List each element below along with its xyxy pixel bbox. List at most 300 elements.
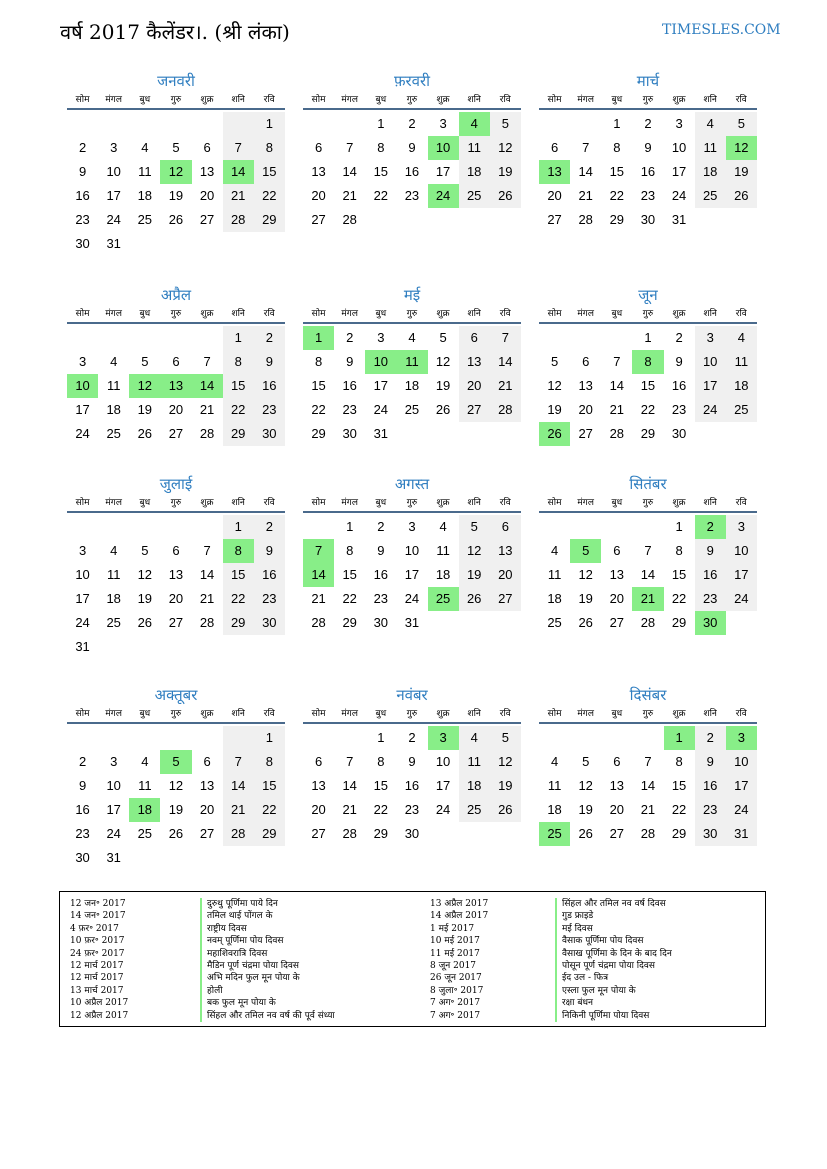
day-cell[interactable]: 18 — [547, 802, 562, 817]
day-cell[interactable]: 29 — [311, 426, 326, 441]
day-cell[interactable]: 21 — [311, 591, 326, 606]
day-cell[interactable]: 14 — [342, 164, 357, 179]
day-cell[interactable]: 13 — [311, 164, 326, 179]
day-cell[interactable]: 20 — [609, 802, 625, 817]
day-cell[interactable]: 30 — [254, 611, 285, 635]
day-cell[interactable]: 16 — [254, 374, 285, 398]
day-cell[interactable]: 22 — [640, 402, 656, 417]
day-cell[interactable]: 1 — [613, 116, 621, 131]
day-cell[interactable]: 18 — [435, 567, 451, 582]
day-cell[interactable]: 5 — [439, 330, 447, 345]
day-cell[interactable]: 3 — [675, 116, 683, 131]
day-cell[interactable]: 13 — [168, 567, 184, 582]
day-cell[interactable]: 22 — [671, 591, 687, 606]
day-cell[interactable]: 29 — [671, 826, 687, 841]
day-cell[interactable]: 6 — [550, 140, 559, 155]
day-cell[interactable]: 5 — [582, 754, 590, 769]
day-cell[interactable]: 6 — [613, 543, 621, 558]
day-cell[interactable]: 30 — [254, 422, 285, 446]
brand-logo-text[interactable]: TIMESLES.COM — [662, 22, 781, 38]
day-cell[interactable]: 10 — [428, 136, 459, 160]
day-cell[interactable]: 10 — [726, 539, 757, 563]
day-cell[interactable]: 2 — [695, 726, 726, 750]
day-cell[interactable]: 25 — [106, 426, 121, 441]
day-cell[interactable]: 29 — [342, 615, 357, 630]
day-cell[interactable]: 3 — [695, 326, 726, 350]
day-cell[interactable]: 18 — [695, 160, 726, 184]
day-cell[interactable]: 1 — [303, 326, 334, 350]
day-cell[interactable]: 12 — [578, 778, 593, 793]
day-cell[interactable]: 24 — [404, 591, 420, 606]
day-cell[interactable]: 22 — [223, 398, 254, 422]
day-cell[interactable]: 8 — [223, 350, 254, 374]
day-cell[interactable]: 27 — [311, 212, 326, 227]
day-cell[interactable]: 30 — [404, 826, 420, 841]
day-cell[interactable]: 18 — [459, 774, 490, 798]
day-cell[interactable]: 26 — [137, 615, 153, 630]
day-cell[interactable]: 9 — [377, 543, 385, 558]
day-cell[interactable]: 27 — [547, 212, 562, 227]
day-cell[interactable]: 14 — [640, 567, 656, 582]
day-cell[interactable]: 22 — [342, 591, 357, 606]
day-cell[interactable]: 19 — [726, 160, 757, 184]
day-cell[interactable]: 1 — [664, 726, 695, 750]
day-cell[interactable]: 24 — [75, 426, 90, 441]
day-cell[interactable]: 14 — [609, 378, 625, 393]
day-cell[interactable]: 23 — [373, 591, 389, 606]
day-cell[interactable]: 2 — [78, 754, 87, 769]
day-cell[interactable]: 8 — [223, 539, 254, 563]
day-cell[interactable]: 25 — [547, 615, 562, 630]
day-cell[interactable]: 18 — [404, 378, 420, 393]
day-cell[interactable]: 19 — [578, 802, 593, 817]
day-cell[interactable]: 3 — [78, 354, 87, 369]
day-cell[interactable]: 14 — [199, 567, 215, 582]
day-cell[interactable]: 16 — [671, 378, 687, 393]
day-cell[interactable]: 19 — [435, 378, 451, 393]
day-cell[interactable]: 22 — [671, 802, 687, 817]
day-cell[interactable]: 22 — [223, 587, 254, 611]
day-cell[interactable]: 9 — [78, 778, 87, 793]
day-cell[interactable]: 28 — [199, 615, 215, 630]
day-cell[interactable]: 4 — [110, 543, 118, 558]
day-cell[interactable]: 6 — [459, 326, 490, 350]
day-cell[interactable]: 22 — [311, 402, 326, 417]
day-cell[interactable]: 29 — [223, 611, 254, 635]
day-cell[interactable]: 2 — [408, 730, 416, 745]
day-cell[interactable]: 24 — [726, 587, 757, 611]
day-cell[interactable]: 12 — [547, 378, 562, 393]
day-cell[interactable]: 25 — [459, 184, 490, 208]
day-cell[interactable]: 1 — [254, 112, 285, 136]
day-cell[interactable]: 1 — [223, 326, 254, 350]
day-cell[interactable]: 14 — [223, 160, 254, 184]
day-cell[interactable]: 3 — [110, 754, 118, 769]
day-cell[interactable]: 18 — [106, 591, 121, 606]
day-cell[interactable]: 25 — [137, 212, 153, 227]
day-cell[interactable]: 30 — [695, 822, 726, 846]
day-cell[interactable]: 20 — [547, 188, 562, 203]
day-cell[interactable]: 20 — [459, 374, 490, 398]
day-cell[interactable]: 28 — [199, 426, 215, 441]
day-cell[interactable]: 1 — [223, 515, 254, 539]
day-cell[interactable]: 5 — [141, 354, 149, 369]
day-cell[interactable]: 10 — [726, 750, 757, 774]
day-cell[interactable]: 27 — [199, 826, 215, 841]
day-cell[interactable]: 19 — [578, 591, 593, 606]
day-cell[interactable]: 4 — [550, 543, 559, 558]
day-cell[interactable]: 8 — [675, 754, 683, 769]
day-cell[interactable]: 1 — [377, 116, 385, 131]
day-cell[interactable]: 16 — [75, 188, 90, 203]
day-cell[interactable]: 25 — [695, 184, 726, 208]
day-cell[interactable]: 12 — [459, 539, 490, 563]
day-cell[interactable]: 21 — [578, 188, 593, 203]
day-cell[interactable]: 17 — [726, 774, 757, 798]
day-cell[interactable]: 4 — [141, 754, 149, 769]
day-cell[interactable]: 17 — [435, 164, 451, 179]
day-cell[interactable]: 27 — [609, 826, 625, 841]
day-cell[interactable]: 19 — [490, 160, 521, 184]
day-cell[interactable]: 3 — [78, 543, 87, 558]
day-cell[interactable]: 6 — [582, 354, 590, 369]
day-cell[interactable]: 13 — [459, 350, 490, 374]
day-cell[interactable]: 31 — [373, 426, 389, 441]
day-cell[interactable]: 16 — [640, 164, 656, 179]
day-cell[interactable]: 28 — [223, 822, 254, 846]
day-cell[interactable]: 26 — [490, 184, 521, 208]
day-cell[interactable]: 11 — [695, 136, 726, 160]
day-cell[interactable]: 13 — [160, 374, 191, 398]
day-cell[interactable]: 14 — [640, 778, 656, 793]
day-cell[interactable]: 18 — [459, 160, 490, 184]
day-cell[interactable]: 5 — [160, 750, 191, 774]
day-cell[interactable]: 6 — [613, 754, 621, 769]
day-cell[interactable]: 14 — [490, 350, 521, 374]
day-cell[interactable]: 11 — [459, 750, 490, 774]
day-cell[interactable]: 11 — [459, 136, 490, 160]
day-cell[interactable]: 19 — [137, 591, 153, 606]
day-cell[interactable]: 12 — [578, 567, 593, 582]
day-cell[interactable]: 2 — [675, 330, 683, 345]
day-cell[interactable]: 31 — [726, 822, 757, 846]
day-cell[interactable]: 4 — [439, 519, 447, 534]
day-cell[interactable]: 23 — [254, 398, 285, 422]
day-cell[interactable]: 14 — [342, 778, 357, 793]
day-cell[interactable]: 21 — [342, 188, 357, 203]
day-cell[interactable]: 24 — [435, 802, 451, 817]
day-cell[interactable]: 23 — [695, 587, 726, 611]
day-cell[interactable]: 30 — [342, 426, 357, 441]
day-cell[interactable]: 8 — [377, 140, 385, 155]
day-cell[interactable]: 3 — [377, 330, 385, 345]
day-cell[interactable]: 26 — [459, 587, 490, 611]
day-cell[interactable]: 10 — [106, 164, 121, 179]
day-cell[interactable]: 26 — [168, 212, 184, 227]
day-cell[interactable]: 6 — [203, 140, 211, 155]
day-cell[interactable]: 24 — [106, 826, 121, 841]
day-cell[interactable]: 23 — [671, 402, 687, 417]
day-cell[interactable]: 5 — [570, 539, 601, 563]
day-cell[interactable]: 6 — [490, 515, 521, 539]
day-cell[interactable]: 17 — [726, 563, 757, 587]
day-cell[interactable]: 2 — [377, 519, 385, 534]
day-cell[interactable]: 15 — [373, 164, 389, 179]
day-cell[interactable]: 23 — [75, 212, 90, 227]
day-cell[interactable]: 10 — [75, 567, 90, 582]
day-cell[interactable]: 5 — [490, 112, 521, 136]
day-cell[interactable]: 24 — [75, 615, 90, 630]
day-cell[interactable]: 17 — [671, 164, 687, 179]
day-cell[interactable]: 29 — [609, 212, 625, 227]
day-cell[interactable]: 25 — [137, 826, 153, 841]
day-cell[interactable]: 16 — [254, 563, 285, 587]
day-cell[interactable]: 2 — [408, 116, 416, 131]
day-cell[interactable]: 19 — [459, 563, 490, 587]
day-cell[interactable]: 25 — [726, 398, 757, 422]
day-cell[interactable]: 16 — [342, 378, 357, 393]
day-cell[interactable]: 30 — [373, 615, 389, 630]
day-cell[interactable]: 20 — [199, 188, 215, 203]
day-cell[interactable]: 19 — [490, 774, 521, 798]
day-cell[interactable]: 8 — [613, 140, 621, 155]
day-cell[interactable]: 3 — [726, 515, 757, 539]
day-cell[interactable]: 17 — [373, 378, 389, 393]
day-cell[interactable]: 7 — [346, 140, 354, 155]
day-cell[interactable]: 27 — [168, 426, 184, 441]
day-cell[interactable]: 30 — [640, 212, 656, 227]
day-cell[interactable]: 17 — [106, 802, 121, 817]
day-cell[interactable]: 11 — [436, 543, 450, 558]
day-cell[interactable]: 6 — [314, 140, 323, 155]
day-cell[interactable]: 17 — [75, 591, 90, 606]
day-cell[interactable]: 28 — [342, 212, 357, 227]
day-cell[interactable]: 24 — [106, 212, 121, 227]
day-cell[interactable]: 12 — [726, 136, 757, 160]
day-cell[interactable]: 13 — [609, 778, 625, 793]
day-cell[interactable]: 29 — [223, 422, 254, 446]
day-cell[interactable]: 15 — [223, 374, 254, 398]
day-cell[interactable]: 18 — [129, 798, 160, 822]
day-cell[interactable]: 16 — [695, 563, 726, 587]
day-cell[interactable]: 27 — [168, 615, 184, 630]
day-cell[interactable]: 8 — [377, 754, 385, 769]
day-cell[interactable]: 8 — [314, 354, 323, 369]
day-cell[interactable]: 19 — [168, 802, 184, 817]
day-cell[interactable]: 5 — [141, 543, 149, 558]
day-cell[interactable]: 16 — [695, 774, 726, 798]
day-cell[interactable]: 24 — [671, 188, 687, 203]
day-cell[interactable]: 9 — [695, 539, 726, 563]
day-cell[interactable]: 15 — [671, 567, 687, 582]
day-cell[interactable]: 10 — [671, 140, 687, 155]
day-cell[interactable]: 2 — [254, 326, 285, 350]
day-cell[interactable]: 11 — [726, 350, 757, 374]
day-cell[interactable]: 22 — [373, 188, 389, 203]
day-cell[interactable]: 27 — [199, 212, 215, 227]
day-cell[interactable]: 23 — [640, 188, 656, 203]
day-cell[interactable]: 4 — [141, 140, 149, 155]
day-cell[interactable]: 19 — [168, 188, 184, 203]
day-cell[interactable]: 3 — [428, 726, 459, 750]
day-cell[interactable]: 17 — [435, 778, 451, 793]
day-cell[interactable]: 7 — [223, 750, 254, 774]
day-cell[interactable]: 13 — [311, 778, 326, 793]
day-cell[interactable]: 26 — [137, 426, 153, 441]
day-cell[interactable]: 20 — [168, 591, 184, 606]
day-cell[interactable]: 13 — [490, 539, 521, 563]
day-cell[interactable]: 28 — [490, 398, 521, 422]
day-cell[interactable]: 23 — [254, 587, 285, 611]
day-cell[interactable]: 9 — [78, 164, 87, 179]
day-cell[interactable]: 18 — [547, 591, 562, 606]
day-cell[interactable]: 19 — [137, 402, 153, 417]
day-cell[interactable]: 29 — [671, 615, 687, 630]
day-cell[interactable]: 20 — [609, 591, 625, 606]
day-cell[interactable]: 20 — [490, 563, 521, 587]
day-cell[interactable]: 21 — [640, 802, 656, 817]
day-cell[interactable]: 24 — [373, 402, 389, 417]
day-cell[interactable]: 4 — [110, 354, 118, 369]
day-cell[interactable]: 10 — [695, 350, 726, 374]
day-cell[interactable]: 7 — [644, 543, 652, 558]
day-cell[interactable]: 9 — [408, 754, 416, 769]
day-cell[interactable]: 10 — [435, 754, 451, 769]
day-cell[interactable]: 28 — [640, 826, 656, 841]
day-cell[interactable]: 17 — [106, 188, 121, 203]
day-cell[interactable]: 26 — [168, 826, 184, 841]
day-cell[interactable]: 4 — [550, 754, 559, 769]
day-cell[interactable]: 1 — [377, 730, 385, 745]
day-cell[interactable]: 3 — [726, 726, 757, 750]
day-cell[interactable]: 2 — [644, 116, 652, 131]
day-cell[interactable]: 25 — [404, 402, 420, 417]
day-cell[interactable]: 5 — [172, 140, 180, 155]
day-cell[interactable]: 21 — [223, 184, 254, 208]
day-cell[interactable]: 14 — [192, 374, 223, 398]
day-cell[interactable]: 29 — [254, 208, 285, 232]
day-cell[interactable]: 30 — [75, 236, 90, 251]
day-cell[interactable]: 14 — [223, 774, 254, 798]
day-cell[interactable]: 26 — [578, 826, 593, 841]
day-cell[interactable]: 23 — [342, 402, 357, 417]
day-cell[interactable]: 17 — [75, 402, 90, 417]
day-cell[interactable]: 7 — [613, 354, 621, 369]
day-cell[interactable]: 28 — [578, 212, 593, 227]
day-cell[interactable]: 25 — [459, 798, 490, 822]
day-cell[interactable]: 13 — [609, 567, 625, 582]
day-cell[interactable]: 7 — [223, 136, 254, 160]
day-cell[interactable]: 19 — [547, 402, 562, 417]
day-cell[interactable]: 15 — [223, 563, 254, 587]
day-cell[interactable]: 2 — [695, 515, 726, 539]
day-cell[interactable]: 13 — [578, 378, 593, 393]
day-cell[interactable]: 17 — [404, 567, 420, 582]
day-cell[interactable]: 31 — [404, 615, 420, 630]
day-cell[interactable]: 15 — [609, 164, 625, 179]
day-cell[interactable]: 6 — [203, 754, 211, 769]
day-cell[interactable]: 1 — [254, 726, 285, 750]
day-cell[interactable]: 26 — [578, 615, 593, 630]
day-cell[interactable]: 6 — [172, 354, 180, 369]
day-cell[interactable]: 1 — [346, 519, 354, 534]
day-cell[interactable]: 7 — [346, 754, 354, 769]
day-cell[interactable]: 21 — [609, 402, 625, 417]
day-cell[interactable]: 15 — [342, 567, 357, 582]
day-cell[interactable]: 29 — [640, 426, 656, 441]
day-cell[interactable]: 20 — [311, 188, 326, 203]
day-cell[interactable]: 25 — [539, 822, 570, 846]
day-cell[interactable]: 12 — [160, 160, 191, 184]
day-cell[interactable]: 3 — [408, 519, 416, 534]
day-cell[interactable]: 12 — [129, 374, 160, 398]
day-cell[interactable]: 30 — [671, 426, 687, 441]
day-cell[interactable]: 15 — [373, 778, 389, 793]
day-cell[interactable]: 7 — [644, 754, 652, 769]
day-cell[interactable]: 25 — [106, 615, 121, 630]
day-cell[interactable]: 23 — [404, 188, 420, 203]
day-cell[interactable]: 22 — [373, 802, 389, 817]
day-cell[interactable]: 21 — [223, 798, 254, 822]
day-cell[interactable]: 11 — [138, 164, 152, 179]
day-cell[interactable]: 21 — [632, 587, 663, 611]
day-cell[interactable]: 13 — [199, 778, 215, 793]
day-cell[interactable]: 3 — [439, 116, 447, 131]
day-cell[interactable]: 20 — [578, 402, 593, 417]
day-cell[interactable]: 7 — [303, 539, 334, 563]
day-cell[interactable]: 4 — [695, 112, 726, 136]
day-cell[interactable]: 3 — [110, 140, 118, 155]
day-cell[interactable]: 7 — [490, 326, 521, 350]
day-cell[interactable]: 6 — [314, 754, 323, 769]
day-cell[interactable]: 5 — [490, 726, 521, 750]
day-cell[interactable]: 26 — [726, 184, 757, 208]
day-cell[interactable]: 1 — [644, 330, 652, 345]
day-cell[interactable]: 7 — [203, 354, 211, 369]
day-cell[interactable]: 8 — [346, 543, 354, 558]
day-cell[interactable]: 30 — [695, 611, 726, 635]
day-cell[interactable]: 28 — [223, 208, 254, 232]
day-cell[interactable]: 10 — [106, 778, 121, 793]
day-cell[interactable]: 15 — [254, 774, 285, 798]
day-cell[interactable]: 11 — [138, 778, 152, 793]
day-cell[interactable]: 12 — [435, 354, 451, 369]
day-cell[interactable]: 12 — [490, 136, 521, 160]
day-cell[interactable]: 21 — [490, 374, 521, 398]
day-cell[interactable]: 16 — [75, 802, 90, 817]
day-cell[interactable]: 4 — [408, 330, 416, 345]
day-cell[interactable]: 16 — [404, 164, 420, 179]
day-cell[interactable]: 24 — [695, 398, 726, 422]
day-cell[interactable]: 27 — [609, 615, 625, 630]
day-cell[interactable]: 12 — [137, 567, 153, 582]
day-cell[interactable]: 28 — [311, 615, 326, 630]
day-cell[interactable]: 22 — [254, 184, 285, 208]
day-cell[interactable]: 2 — [254, 515, 285, 539]
day-cell[interactable]: 24 — [428, 184, 459, 208]
day-cell[interactable]: 31 — [106, 850, 121, 865]
day-cell[interactable]: 21 — [199, 402, 215, 417]
day-cell[interactable]: 21 — [199, 591, 215, 606]
day-cell[interactable]: 20 — [311, 802, 326, 817]
day-cell[interactable]: 27 — [490, 587, 521, 611]
day-cell[interactable]: 14 — [303, 563, 334, 587]
day-cell[interactable]: 7 — [203, 543, 211, 558]
day-cell[interactable]: 13 — [539, 160, 570, 184]
day-cell[interactable]: 24 — [726, 798, 757, 822]
day-cell[interactable]: 12 — [490, 750, 521, 774]
day-cell[interactable]: 28 — [342, 826, 357, 841]
